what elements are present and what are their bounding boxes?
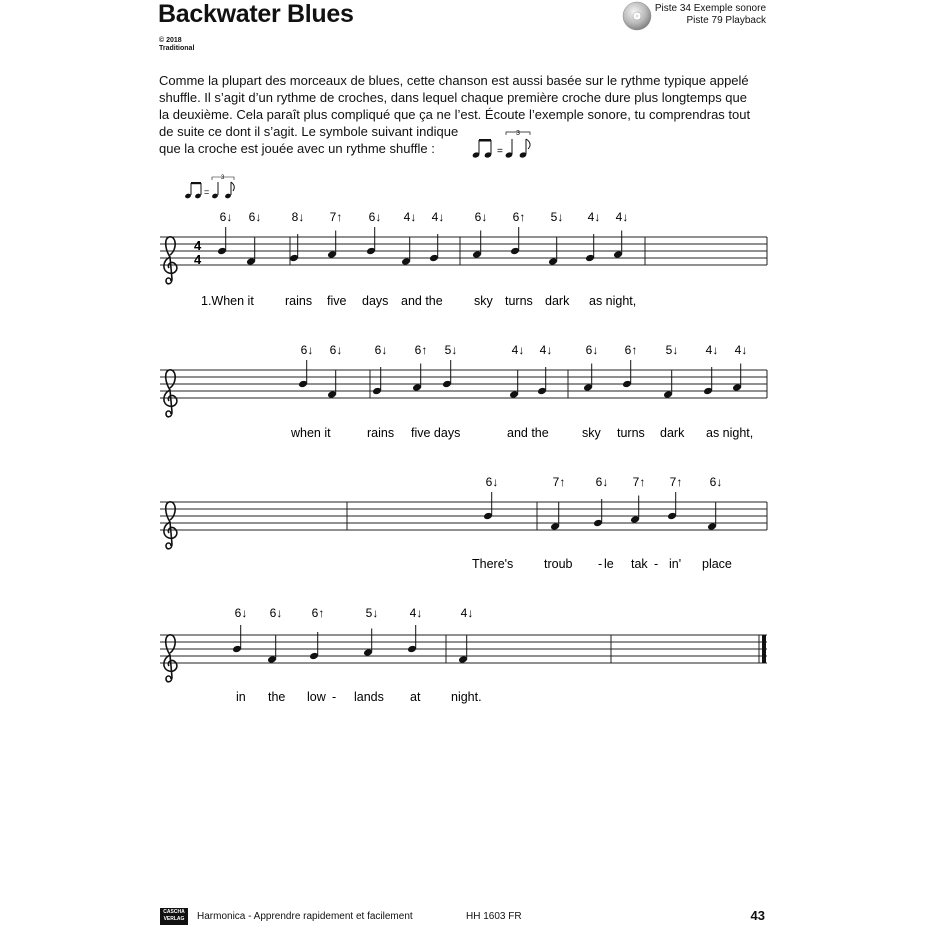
harp-tab-label: 6↓ [368, 210, 382, 224]
lyric-word: low [307, 690, 326, 704]
lyric-word: night. [451, 690, 482, 704]
harp-tab-label: 6↓ [374, 343, 388, 357]
publisher-logo [160, 908, 188, 925]
lyric-word: There's [472, 557, 514, 571]
intro-line: la deuxième. Cela paraît plus compliqué que ça ne l’est. Écoute l’exemple sonore, tu comprendras tout [159, 107, 751, 122]
final-barline [762, 635, 766, 663]
lyric-word: as night, [706, 426, 754, 440]
lyric-word: in [236, 690, 246, 704]
harp-tab-label: 4↓ [705, 343, 719, 357]
lyric-word: - [598, 557, 603, 571]
lyric-word: dark [660, 426, 685, 440]
lyric-word: and the [401, 294, 443, 308]
lyric-word: five days [411, 426, 461, 440]
lyric-word: five [327, 294, 347, 308]
page-number: 43 [750, 908, 765, 923]
lyric-word: turns [505, 294, 533, 308]
harp-tab-label: 6↑ [624, 343, 638, 357]
lyric-word: lands [354, 690, 384, 704]
intro-line: de suite ce dont il s’agit. Le symbole suivant indique [159, 124, 459, 139]
staff-system [160, 475, 767, 571]
lyric-word: and the [507, 426, 549, 440]
lyric-word: sky [582, 426, 601, 440]
lyric-word: sky [474, 294, 493, 308]
harp-tab-label: 4↓ [587, 210, 601, 224]
lyric-word: in' [669, 557, 682, 571]
logo-line2: VERLAG [163, 916, 185, 922]
lyric-word: the [268, 690, 286, 704]
time-signature-top: 4 [194, 238, 202, 253]
harp-tab-label: 4↓ [615, 210, 629, 224]
harp-tab-label: 4↓ [460, 606, 474, 620]
lyric-word: le [604, 557, 614, 571]
harp-tab-label: 4↓ [511, 343, 525, 357]
harp-tab-label: 6↓ [585, 343, 599, 357]
harp-tab-label: 6↓ [329, 343, 343, 357]
page-title: Backwater Blues [158, 0, 354, 28]
lyric-word: troub [544, 557, 573, 571]
copyright: © 2018 [159, 37, 182, 44]
staff-system [160, 210, 767, 308]
harp-tab-label: 6↓ [709, 475, 723, 489]
harp-tab-label: 4↓ [539, 343, 553, 357]
intro-line-last: que la croche est jouée avec un rythme shuffle : [159, 141, 435, 156]
lyric-word: place [702, 557, 732, 571]
lyric-word: - [332, 690, 337, 704]
harp-tab-label: 6↓ [248, 210, 262, 224]
harp-tab-label: 8↓ [291, 210, 305, 224]
time-signature-bottom: 4 [194, 252, 202, 267]
composer: Traditional [159, 45, 195, 52]
lyric-word: 1.When it [201, 294, 254, 308]
catalog-number: HH 1603 FR [466, 911, 522, 922]
harp-tab-label: 6↓ [269, 606, 283, 620]
harp-tab-label: 6↑ [512, 210, 526, 224]
lyric-word: turns [617, 426, 645, 440]
staff-system [160, 606, 767, 704]
lyric-word: days [362, 294, 389, 308]
lyric-word: when it [291, 426, 331, 440]
lyric-word: at [410, 690, 421, 704]
harp-tab-label: 6↓ [234, 606, 248, 620]
harp-tab-label: 7↑ [329, 210, 343, 224]
harp-tab-label: 5↓ [444, 343, 458, 357]
harp-tab-label: 6↑ [414, 343, 428, 357]
intro-line: Comme la plupart des morceaux de blues, cette chanson est aussi basée sur le rythme typique appelé [159, 73, 749, 88]
harp-tab-label: 4↓ [403, 210, 417, 224]
harp-tab-label: 7↑ [552, 475, 566, 489]
harp-tab-label: 5↓ [365, 606, 379, 620]
harp-tab-label: 6↓ [595, 475, 609, 489]
book-title: Harmonica - Apprendre rapidement et facilement [197, 911, 413, 922]
harp-tab-label: 6↓ [219, 210, 233, 224]
harp-tab-label: 6↓ [474, 210, 488, 224]
logo-line1: CASCHA [163, 909, 185, 915]
lyric-word: dark [545, 294, 570, 308]
harp-tab-label: 7↑ [669, 475, 683, 489]
harp-tab-label: 6↑ [311, 606, 325, 620]
audio-track-example[interactable]: Piste 34 Exemple sonore [654, 3, 766, 14]
lyric-word: rains [367, 426, 395, 440]
lyric-word: rains [285, 294, 313, 308]
harp-tab-label: 4↓ [431, 210, 445, 224]
lyric-word: - [654, 557, 659, 571]
svg-text:=: = [204, 187, 210, 197]
harp-tab-label: 7↑ [632, 475, 646, 489]
harp-tab-label: 6↓ [485, 475, 499, 489]
intro-line: shuffle. Il s’agit d’un rythme de croches, dans lequel chaque première croche dure plus longtemps que [159, 90, 747, 105]
shuffle-symbol [472, 130, 530, 159]
harp-tab-label: 5↓ [665, 343, 679, 357]
harp-tab-label: 4↓ [409, 606, 423, 620]
shuffle-symbol-score [184, 175, 234, 199]
lyric-word: tak [631, 557, 648, 571]
shuffle-eq: = [497, 146, 503, 157]
triplet-3: 3 [516, 130, 520, 137]
staff-system [160, 343, 767, 440]
audio-track-playback[interactable]: Piste 79 Playback [686, 15, 766, 26]
harp-tab-label: 5↓ [550, 210, 564, 224]
harp-tab-label: 6↓ [300, 343, 314, 357]
svg-text:3: 3 [221, 175, 225, 181]
harp-tab-label: 4↓ [734, 343, 748, 357]
lyric-word: as night, [589, 294, 637, 308]
